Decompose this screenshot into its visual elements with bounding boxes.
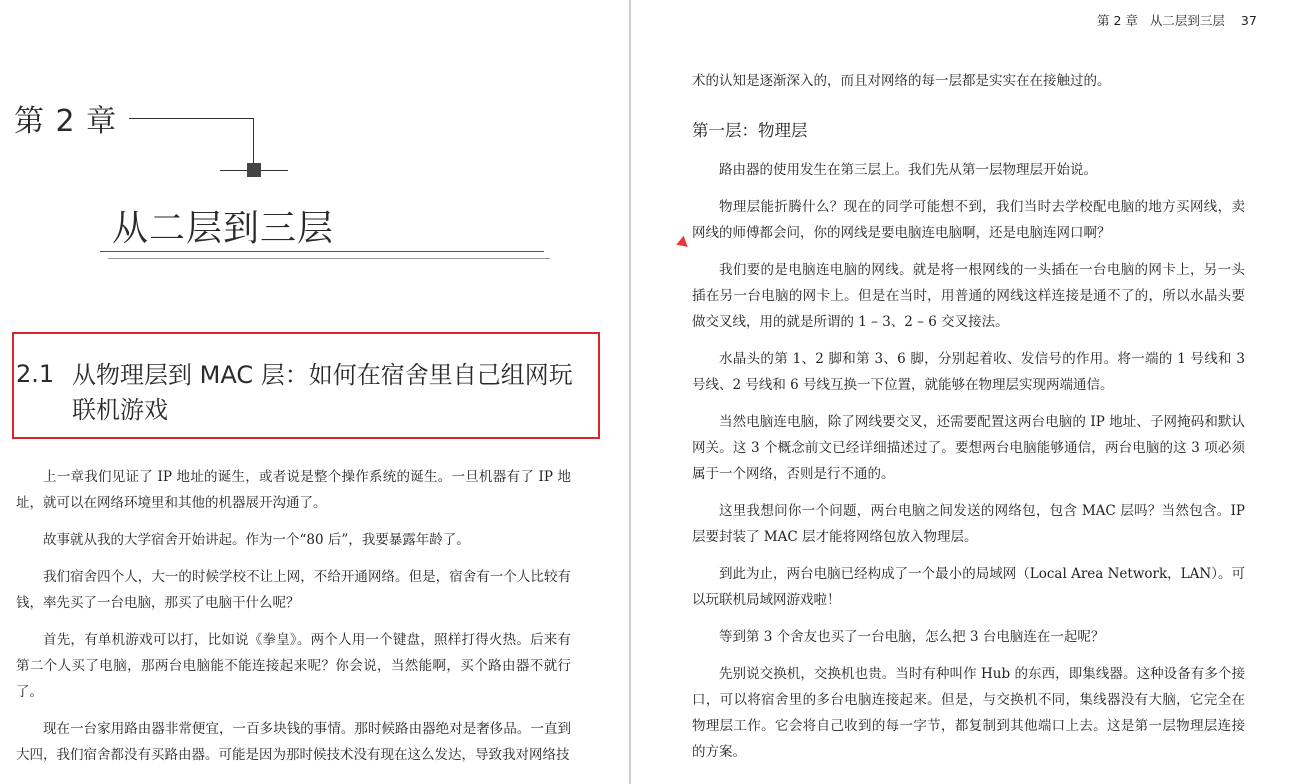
paragraph: 当然电脑连电脑，除了网线要交叉，还需要配置这两台电脑的 IP 地址、子网掩码和默认网关。这 3 个概念前文已经详细描述过了。要想两台电脑能够通信，两台电脑的这 3 项必须属于一个网络，否则是行不通的。 bbox=[692, 414, 1245, 482]
paragraph: 现在一台家用路由器非常便宜，一百多块钱的事情。那时候路由器绝对是奢侈品。一直到大四，我们宿舍都没有买路由器。可能是因为那时候技术没有现在这么发达，导致我对网络技 bbox=[16, 721, 571, 763]
paragraph: 路由器的使用发生在第三层上。我们先从第一层物理层开始说。 bbox=[719, 162, 1097, 178]
section-highlight-box bbox=[12, 332, 600, 439]
paragraph: 水晶头的第 1、2 脚和第 3、6 脚，分别起着收、发信号的作用。将一端的 1 号线和 3 号线、2 号线和 6 号线互换一下位置，就能够在物理层实现两端通信。 bbox=[692, 351, 1245, 393]
paragraph: 到此为止，两台电脑已经构成了一个最小的局域网（Local Area Network，LAN）。可以玩联机局域网游戏啦！ bbox=[692, 566, 1245, 608]
chapter-number: 第 2 章 bbox=[14, 104, 118, 139]
paragraph: 上一章我们见证了 IP 地址的诞生，或者说是整个操作系统的诞生。一旦机器有了 IP 地址，就可以在网络环境里和其他的机器展开沟通了。 bbox=[16, 469, 571, 511]
left-page bbox=[0, 0, 629, 784]
subheading: 第一层：物理层 bbox=[692, 121, 808, 140]
chapter-connector-horizontal bbox=[129, 118, 254, 119]
paragraph: 首先，有单机游戏可以打，比如说《拳皇》。两个人用一个键盘，照样打得火热。后来有第二个人买了电脑，那两台电脑能不能连接起来呢？你会说，当然能啊，买个路由器不就行了。 bbox=[16, 632, 571, 700]
continuation-text: 术的认知是逐渐深入的，而且对网络的每一层都是实实在在接触过的。 bbox=[692, 73, 1111, 89]
left-body-text bbox=[16, 464, 571, 779]
right-page bbox=[631, 0, 1292, 784]
paragraph: 这里我想问你一个问题，两台电脑之间发送的网络包，包含 MAC 层吗？当然包含。IP 层要封装了 MAC 层才能将网络包放入物理层。 bbox=[692, 503, 1245, 545]
chapter-title: 从二层到三层 bbox=[112, 208, 335, 249]
chapter-title-rule-2 bbox=[108, 258, 550, 259]
chapter-ornament-square bbox=[247, 163, 261, 177]
paragraph: 等到第 3 个舍友也买了一台电脑，怎么把 3 台电脑连在一起呢？ bbox=[719, 629, 1105, 645]
paragraph: 我们要的是电脑连电脑的网线。就是将一根网线的一头插在一台电脑的网卡上，另一头插在另一台电脑的网卡上。但是在当时，用普通的网线这样连接是通不了的，所以水晶头要做交叉线，用的就是所谓的 1 – 3、2 – 6 交叉接法。 bbox=[692, 262, 1245, 330]
section-number: 2.1 bbox=[16, 360, 55, 388]
page-number: 37 bbox=[1240, 13, 1257, 28]
paragraph: 先别说交换机，交换机也贵。当时有种叫作 Hub 的东西，即集线器。这种设备有多个接口，可以将宿舍里的多台电脑连接起来。但是，与交换机不同，集线器没有大脑，它完全在物理层工作。它会将自己收到的每一字节，都复制到其他端口上去。这是第一层物理层连接的方案。 bbox=[692, 666, 1245, 760]
running-header-title: 从二层到三层 bbox=[1149, 13, 1225, 28]
running-header-chapter: 第 2 章 bbox=[1097, 13, 1138, 28]
right-body-text bbox=[692, 157, 1245, 776]
section-title: 从物理层到 MAC 层：如何在宿舍里自己组网玩联机游戏 bbox=[72, 361, 573, 424]
running-header bbox=[1097, 11, 1257, 29]
paragraph: 物理层能折腾什么？现在的同学可能想不到，我们当时去学校配电脑的地方买网线，卖网线的师傅都会问，你的网线是要电脑连电脑啊，还是电脑连网口啊？ bbox=[692, 199, 1245, 241]
paragraph: 故事就从我的大学宿舍开始讲起。作为一个“80 后”，我要暴露年龄了。 bbox=[43, 532, 470, 548]
paragraph: 我们宿舍四个人，大一的时候学校不让上网，不给开通网络。但是，宿舍有一个人比较有钱，率先买了一台电脑，那买了电脑干什么呢？ bbox=[16, 569, 571, 611]
chapter-title-rule-1 bbox=[100, 251, 544, 252]
margin-arrow-icon bbox=[674, 236, 688, 251]
